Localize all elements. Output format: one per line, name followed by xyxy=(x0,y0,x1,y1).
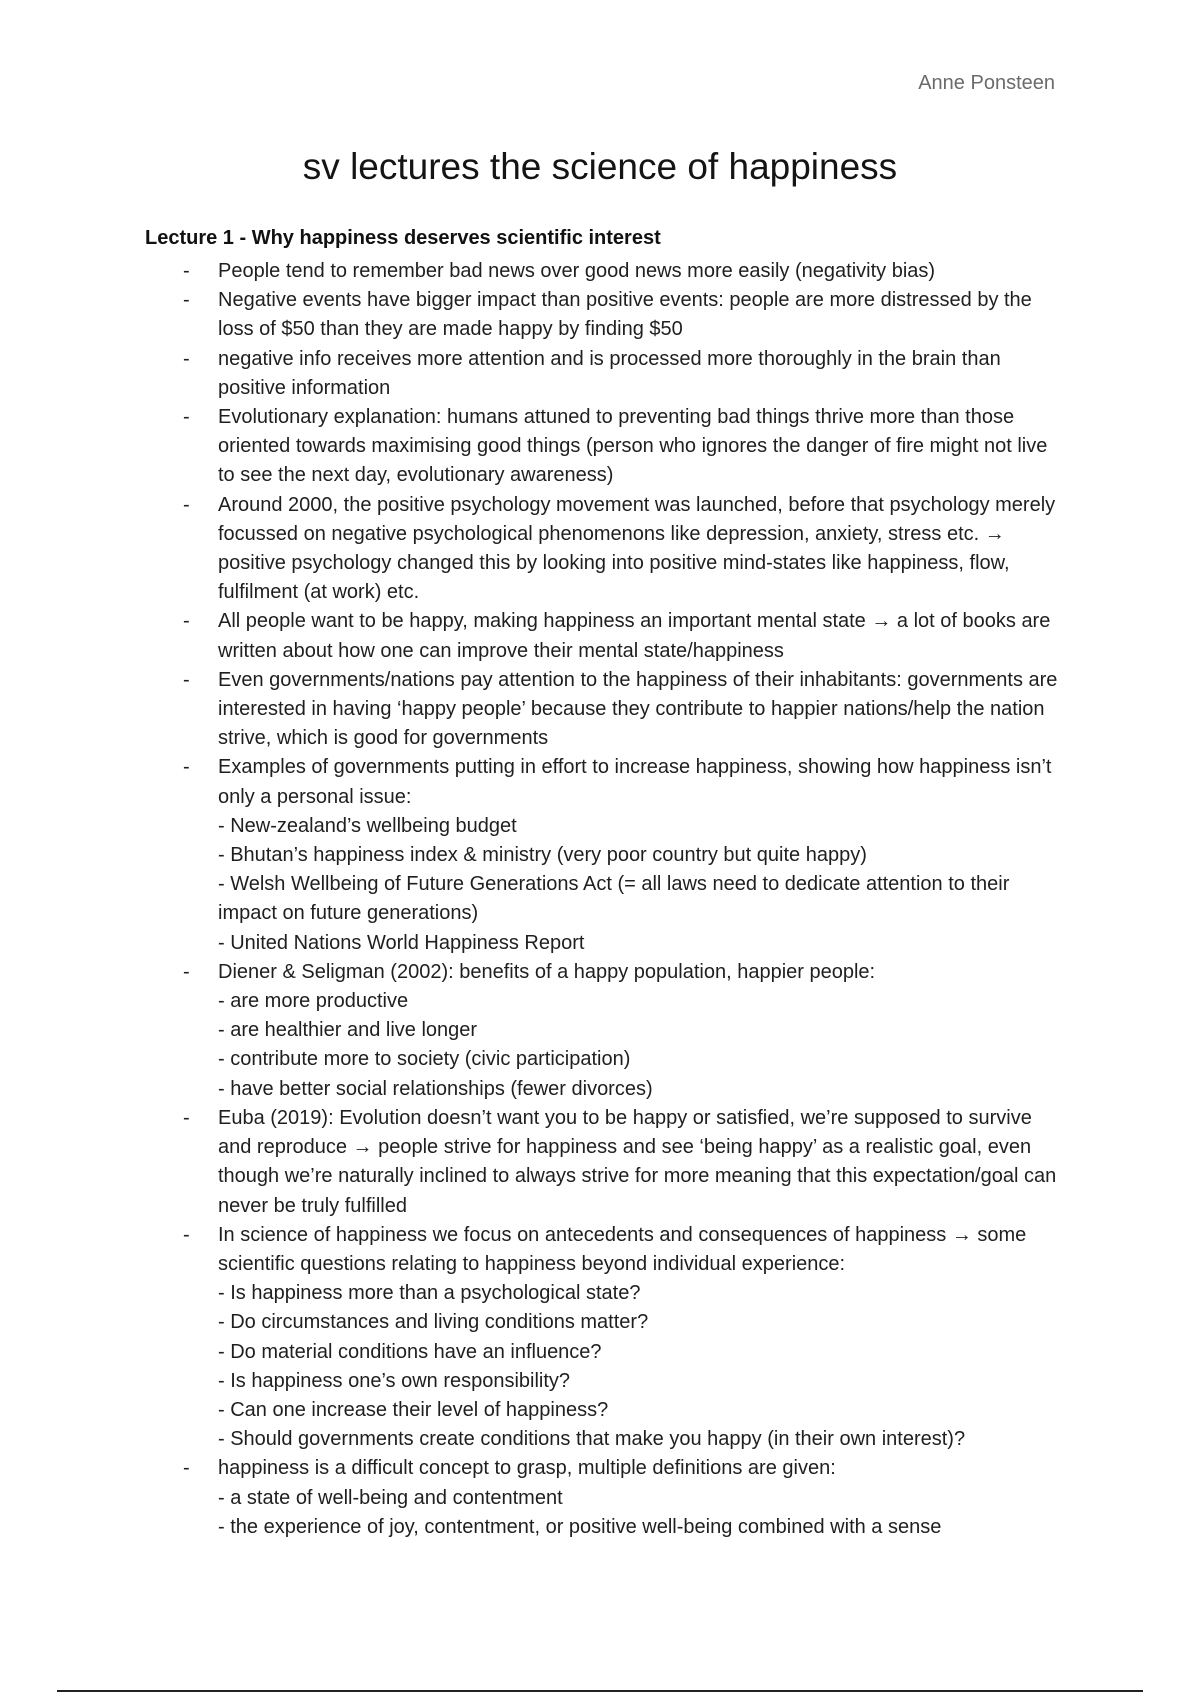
bullet-text: All people want to be happy, making happiness an important mental state → a lot of books are written about how one can improve their mental state/happiness xyxy=(218,610,1051,662)
bullet-item xyxy=(145,753,1065,957)
bullet-text: Negative events have bigger impact than positive events: people are more distressed by the loss of $50 than they are made happy by finding $50 xyxy=(218,289,1032,341)
bullet-subitem: - Do circumstances and living conditions matter? xyxy=(218,1311,649,1334)
lecture-1-section xyxy=(145,224,1065,1542)
bullet-item xyxy=(145,958,1065,1104)
bullet-text: Around 2000, the positive psychology movement was launched, before that psychology merely focussed on negative psychological phenomenons like depression, anxiety, stress etc. → positive psychology changed this by looking into positive mind-states like happiness, flow, fulfilment (at work) etc. xyxy=(218,493,1056,604)
bullet-item xyxy=(145,286,1065,344)
bullet-subitem: - are more productive xyxy=(218,990,409,1013)
bullet-item xyxy=(145,1221,1065,1455)
bullet-item xyxy=(145,1454,1065,1542)
bullet-subitem: - are healthier and live longer xyxy=(218,1019,478,1042)
bullet-text: Evolutionary explanation: humans attuned to preventing bad things thrive more than those oriented towards maximising good things (person who ignores the danger of fire might not live to see the next day, evolutionary awareness) xyxy=(218,406,1048,487)
document-title: sv lectures the science of happiness xyxy=(302,146,898,187)
bullet-text: In science of happiness we focus on antecedents and consequences of happiness → some scientific questions relating to happiness beyond individual experience: xyxy=(218,1223,1027,1275)
bullet-item xyxy=(145,1104,1065,1221)
bullet-subitem: - Bhutan’s happiness index & ministry (very poor country but quite happy) xyxy=(218,844,867,867)
bullet-item xyxy=(145,257,1065,286)
bullet-item xyxy=(145,666,1065,754)
bullet-text: People tend to remember bad news over good news more easily (negativity bias) xyxy=(218,260,936,282)
bullet-text: Diener & Seligman (2002): benefits of a happy population, happier people: xyxy=(218,960,876,983)
bullet-subitem: - a state of well-being and contentment xyxy=(218,1486,563,1509)
bullet-subitem: - New-zealand’s wellbeing budget xyxy=(218,814,517,837)
bullet-subitem: - have better social relationships (fewer divorces) xyxy=(218,1077,653,1100)
bullet-subitem: - United Nations World Happiness Report xyxy=(218,931,585,954)
author-name: Anne Ponsteen xyxy=(918,72,1055,94)
bullet-text: Examples of governments putting in effort to increase happiness, showing how happiness isn’t only a personal issue: xyxy=(218,756,1052,808)
bullet-text: happiness is a difficult concept to grasp, multiple definitions are given: xyxy=(218,1457,836,1480)
bullet-text: Euba (2019): Evolution doesn’t want you to be happy or satisfied, we’re supposed to survive and reproduce → people strive for happiness and see ‘being happy’ as a realistic goal, even though we’re naturally inclined to always strive for more meaning that this expectation/goal can never be truly fulfilled xyxy=(218,1106,1057,1217)
bullet-text: negative info receives more attention and is processed more thoroughly in the brain than positive information xyxy=(218,347,1001,399)
bullet-item xyxy=(145,491,1065,608)
lecture-1-heading: Lecture 1 - Why happiness deserves scientific interest xyxy=(145,227,661,249)
bullet-subitem: - Should governments create conditions that make you happy (in their own interest)? xyxy=(218,1428,966,1451)
bullet-subitem: - Welsh Wellbeing of Future Generations Act (= all laws need to dedicate attention to their impact on future generations) xyxy=(218,873,1010,925)
bullet-subitem: - contribute more to society (civic participation) xyxy=(218,1048,631,1071)
bullet-subitem: - the experience of joy, contentment, or positive well-being combined with a sense xyxy=(218,1515,942,1538)
bullet-subitem: - Do material conditions have an influence? xyxy=(218,1340,602,1363)
bullet-subitem: - Can one increase their level of happiness? xyxy=(218,1398,609,1421)
bullet-subitem: - Is happiness more than a psychological state? xyxy=(218,1282,641,1305)
bullet-subitem: - Is happiness one’s own responsibility? xyxy=(218,1369,571,1392)
page-bottom-rule xyxy=(57,1690,1143,1692)
bullet-item xyxy=(145,403,1065,491)
bullet-list xyxy=(145,257,1065,1542)
bullet-text: Even governments/nations pay attention to the happiness of their inhabitants: governments are interested in having ‘happy people’ because they contribute to happier nations/help the nation strive, which is good for governments xyxy=(218,668,1058,750)
bullet-item xyxy=(145,607,1065,665)
bullet-item xyxy=(145,345,1065,403)
